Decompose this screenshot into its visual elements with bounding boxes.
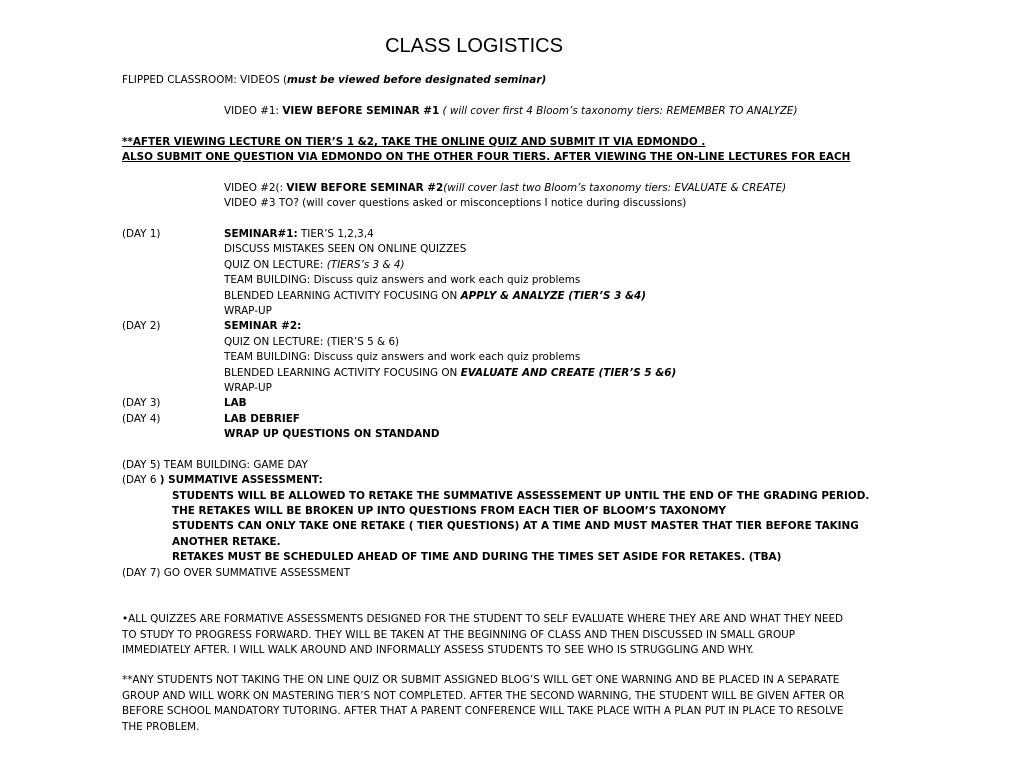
day-3-label: (DAY 3) (122, 397, 161, 409)
day-1-blended (224, 289, 646, 304)
day-6-summative: ) SUMMATIVE ASSESSMENT: (159, 474, 323, 486)
flipped-note: must be viewed before designated seminar) (287, 74, 547, 86)
after-viewing-line-2: ALSO SUBMIT ONE QUESTION VIA EDMONDO ON THE OTHER FOUR TIERS. AFTER VIEWING THE ON-LINE LECTURES FOR EACH (122, 151, 851, 163)
day-2-blended-strong: EVALUATE AND CREATE (TIER’S 5 &6) (460, 367, 677, 379)
after-viewing-line-1: **AFTER VIEWING LECTURE ON TIER’S 1 &2, TAKE THE ONLINE QUIZ AND SUBMIT IT VIA EDMONDO . (122, 136, 706, 148)
day-7-line: (DAY 7) GO OVER SUMMATIVE ASSESSMENT (122, 567, 351, 579)
day-1-blended-prefix: BLENDED LEARNING ACTIVITY FOCUSING ON (224, 290, 461, 302)
day-1-seminar-rest: TIER’S 1,2,3,4 (297, 228, 374, 240)
day-2-quiz: QUIZ ON LECTURE: (TIER’S 5 & 6) (224, 336, 400, 348)
day-4-lab-debrief: LAB DEBRIEF (224, 413, 300, 425)
video-1-strong: VIEW BEFORE SEMINAR #1 (282, 105, 440, 117)
day-2-seminar: SEMINAR #2: (224, 320, 302, 332)
day-1-seminar-strong: SEMINAR#1: (224, 228, 298, 240)
day-2-label: (DAY 2) (122, 320, 161, 332)
day-6-rule: STUDENTS CAN ONLY TAKE ONE RETAKE ( TIER QUESTIONS) AT A TIME AND MUST MASTER THAT TIER BEFORE TAKING (172, 520, 859, 532)
day-6-line (122, 473, 323, 488)
day-6-rule: STUDENTS WILL BE ALLOWED TO RETAKE THE SUMMATIVE ASSESSEMENT UP UNTIL THE END OF THE GRADING PERIOD. (172, 490, 870, 502)
day-1-quiz-italic: (TIERS’s 3 & 4) (326, 259, 405, 271)
video-2-line (224, 181, 786, 196)
day-1-team-building: TEAM BUILDING: Discuss quiz answers and work each quiz problems (224, 274, 581, 286)
flipped-classroom-line (122, 73, 546, 88)
page-title: CLASS LOGISTICS (385, 35, 563, 57)
flipped-prefix: FLIPPED CLASSROOM: VIDEOS ( (122, 74, 288, 86)
day-4-label: (DAY 4) (122, 413, 161, 425)
day-3-lab: LAB (224, 397, 247, 409)
day-1-discuss: DISCUSS MISTAKES SEEN ON ONLINE QUIZZES (224, 243, 467, 255)
day-1-wrap-up: WRAP-UP (224, 305, 272, 317)
video-3-line: VIDEO #3 TO? (will cover questions asked or misconceptions I notice during discussions) (224, 197, 687, 209)
day-2-blended-prefix: BLENDED LEARNING ACTIVITY FOCUSING ON (224, 367, 461, 379)
day-2-wrap-up: WRAP-UP (224, 382, 272, 394)
quizzes-note: •ALL QUIZZES ARE FORMATIVE ASSESSMENTS DESIGNED FOR THE STUDENT TO SELF EVALUATE WHERE THEY ARE AND WHAT THEY NEED TO STUDY TO PROGRESS FORWARD. THEY WILL BE TAKEN AT THE BEGINNING OF CLASS AND THEN DISCUSSED IN SMALL GROUP IMMEDIATELY AFTER. I WILL WALK AROUND AND INFORMALLY ASSESS STUDENTS TO SEE WHO IS STRUGGLING AND WHY. (122, 613, 844, 656)
day-1-quiz-prefix: QUIZ ON LECTURE: (224, 259, 327, 271)
video-1-note: ( will cover first 4 Bloom’s taxonomy tiers: REMEMBER TO ANALYZE) (439, 105, 798, 117)
video-1-prefix: VIDEO #1: (224, 105, 283, 117)
video-1-line (224, 104, 798, 119)
video-2-note: (will cover last two Bloom’s taxonomy tiers: EVALUATE & CREATE) (443, 182, 787, 194)
day-6-rule: ANOTHER RETAKE. (172, 536, 281, 548)
day-5-line: (DAY 5) TEAM BUILDING: GAME DAY (122, 459, 308, 471)
day-2-team-building: TEAM BUILDING: Discuss quiz answers and work each quiz problems (224, 351, 581, 363)
day-1-blended-strong: APPLY & ANALYZE (TIER’S 3 &4) (460, 290, 646, 302)
day-4-wrap-up: WRAP UP QUESTIONS ON STANDAND (224, 428, 440, 440)
day-1-quiz (224, 258, 405, 273)
day-2-blended (224, 366, 676, 381)
warning-note: **ANY STUDENTS NOT TAKING THE ON LINE QUIZ OR SUBMIT ASSIGNED BLOG’S WILL GET ONE WARNING AND BE PLACED IN A SEPARATE GROUP AND WILL WORK ON MASTERING TIER’S NOT COMPLETED. AFTER THE SECOND WARNING, THE STUDENT WILL BE GIVEN AFTER OR BEFORE SCHOOL MANDATORY TUTORING. AFTER THAT A PARENT CONFERENCE WILL TAKE PLACE WITH A PLAN PUT IN PLACE TO RESOLVE THE PROBLEM. (122, 674, 845, 733)
video-2-strong: VIEW BEFORE SEMINAR #2 (286, 182, 444, 194)
day-1-seminar (224, 227, 374, 242)
video-2-prefix: VIDEO #2(: (224, 182, 287, 194)
day-6-rule: THE RETAKES WILL BE BROKEN UP INTO QUESTIONS FROM EACH TIER OF BLOOM’S TAXONOMY (172, 505, 727, 517)
day-6-label: (DAY 6 (122, 474, 160, 486)
day-6-rule: RETAKES MUST BE SCHEDULED AHEAD OF TIME AND DURING THE TIMES SET ASIDE FOR RETAKES. (TBA) (172, 551, 782, 563)
day-1-label: (DAY 1) (122, 228, 161, 240)
